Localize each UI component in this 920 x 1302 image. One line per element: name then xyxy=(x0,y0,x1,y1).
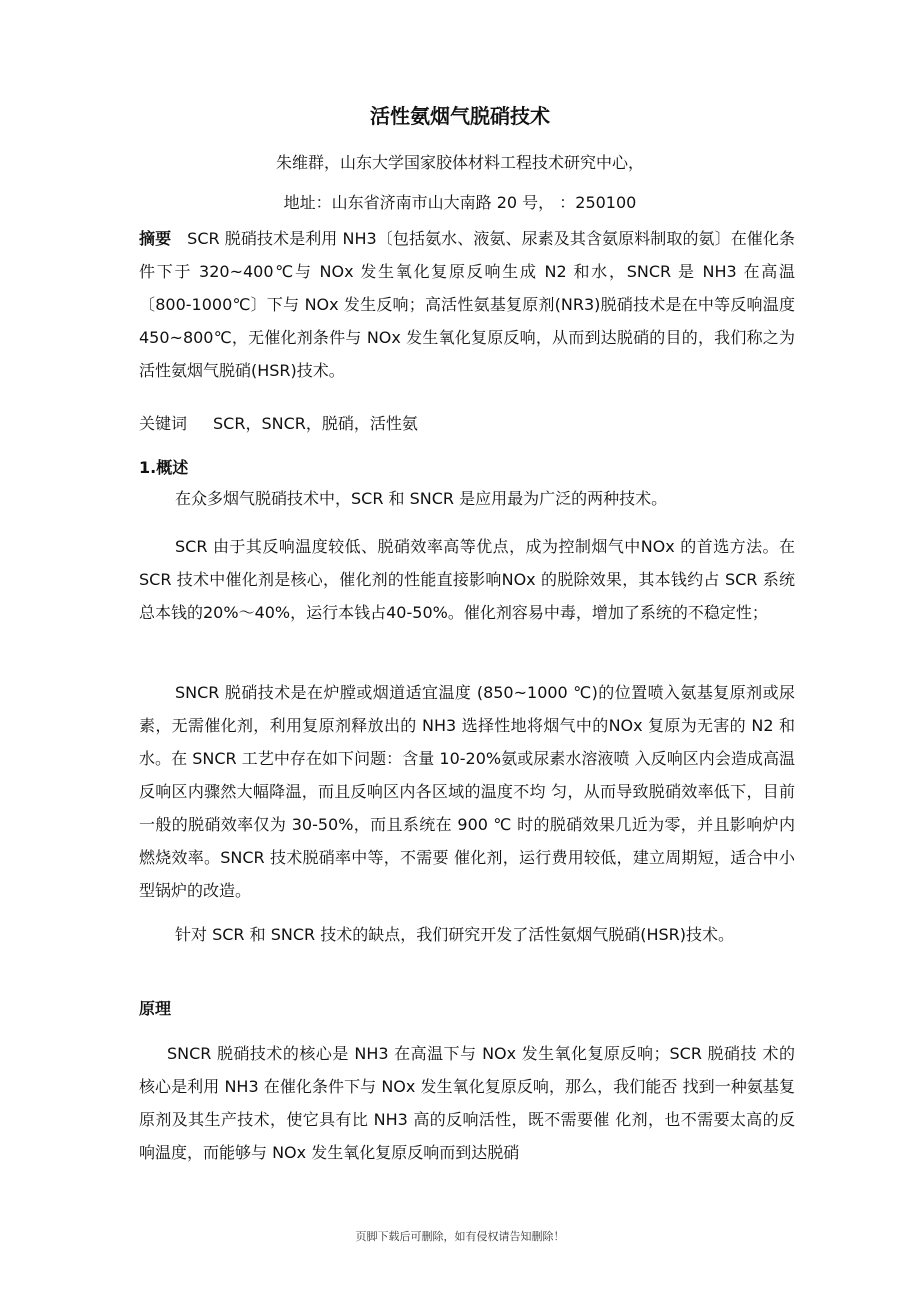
abstract-paragraph xyxy=(139,222,795,387)
keywords-text: SCR，SNCR，脱硝，活性氨 xyxy=(213,414,418,433)
section-1-paragraph-3: SNCR 脱硝技术是在炉膛或烟道适宜温度 (850~1000 ℃)的位置喷入氨基复原剂或尿素，无需催化剂，利用复原剂释放出的 NH3 选择性地将烟气中的NOx 复原为无害的 N2 和水。在 SNCR 工艺中存在如下问题：含量 10-20%氨或尿素水溶液喷 入反响区内会造成高温反响区内骤然大幅降温，而且反响区内各区域的温度不均 匀，从而导致脱硝效率低下，目前一般的脱硝效率仅为 30-50%，而且系统在 900 ℃ 时的脱硝效果几近为零，并且影响炉内燃烧效率。SNCR 技术脱硝率中等，不需要 催化剂，运行费用较低，建立周期短，适合中小型锅炉的改造。 xyxy=(139,683,795,900)
section-1-paragraph-4: 针对 SCR 和 SNCR 技术的缺点，我们研究开发了活性氨烟气脱硝(HSR)技术。 xyxy=(175,925,734,944)
keywords-line xyxy=(139,407,795,440)
section-2-paragraph-1: SNCR 脱硝技术的核心是 NH3 在高温下与 NOx 发生氧化复原反响；SCR 脱硝技 术的核心是利用 NH3 在催化条件下与 NOx 发生氧化复原反响，那么，我们能否 找到一种氨基复原剂及其生产技术，使它具有比 NH3 高的反响活性，既不需要催 化剂，也不需要太高的反响温度，而能够与 NOx 发生氧化复原反响而到达脱硝 xyxy=(139,1044,795,1162)
address-line: 地址：山东省济南市山大南路 20 号， ：250100 xyxy=(283,193,637,212)
keywords-label: 关键词 xyxy=(139,414,188,433)
page-footer: 页脚下载后可删除，如有侵权请告知删除！ xyxy=(355,1230,565,1243)
page-title: 活性氨烟气脱硝技术 xyxy=(370,104,550,128)
section-1-paragraph-2: SCR 由于其反响温度较低、脱硝效率高等优点，成为控制烟气中NOx 的首选方法。在 SCR 技术中催化剂是核心，催化剂的性能直接影响NOx 的脱除效果，其本钱约占 SCR 系统总本钱的20%～40%，运行本钱占40-50%。催化剂容易中毒，增加了系统的不稳定性； xyxy=(139,537,795,622)
abstract-label: 摘要 xyxy=(139,229,172,248)
section-2-heading: 原理 xyxy=(139,999,172,1018)
section-1-paragraph-1: 在众多烟气脱硝技术中，SCR 和 SNCR 是应用最为广泛的两种技术。 xyxy=(175,489,668,508)
abstract-text: SCR 脱硝技术是利用 NH3〔包括氨水、液氨、尿素及其含氨原料制取的氨〕在催化条件下于 320~400℃与 NOx 发生氧化复原反响生成 N2 和水，SNCR 是 NH3 在高温〔800-1000℃〕下与 NOx 发生反响；高活性氨基复原剂(NR3)脱硝技术是在中等反响温度 450~800℃，无催化剂条件与 NOx 发生氧化复原反响，从而到达脱硝的目的，我们称之为活性氨烟气脱硝(HSR)技术。 xyxy=(139,229,795,380)
section-1-heading: 1.概述 xyxy=(139,458,189,477)
author-line: 朱维群，山东大学国家胶体材料工程技术研究中心， xyxy=(275,153,644,172)
